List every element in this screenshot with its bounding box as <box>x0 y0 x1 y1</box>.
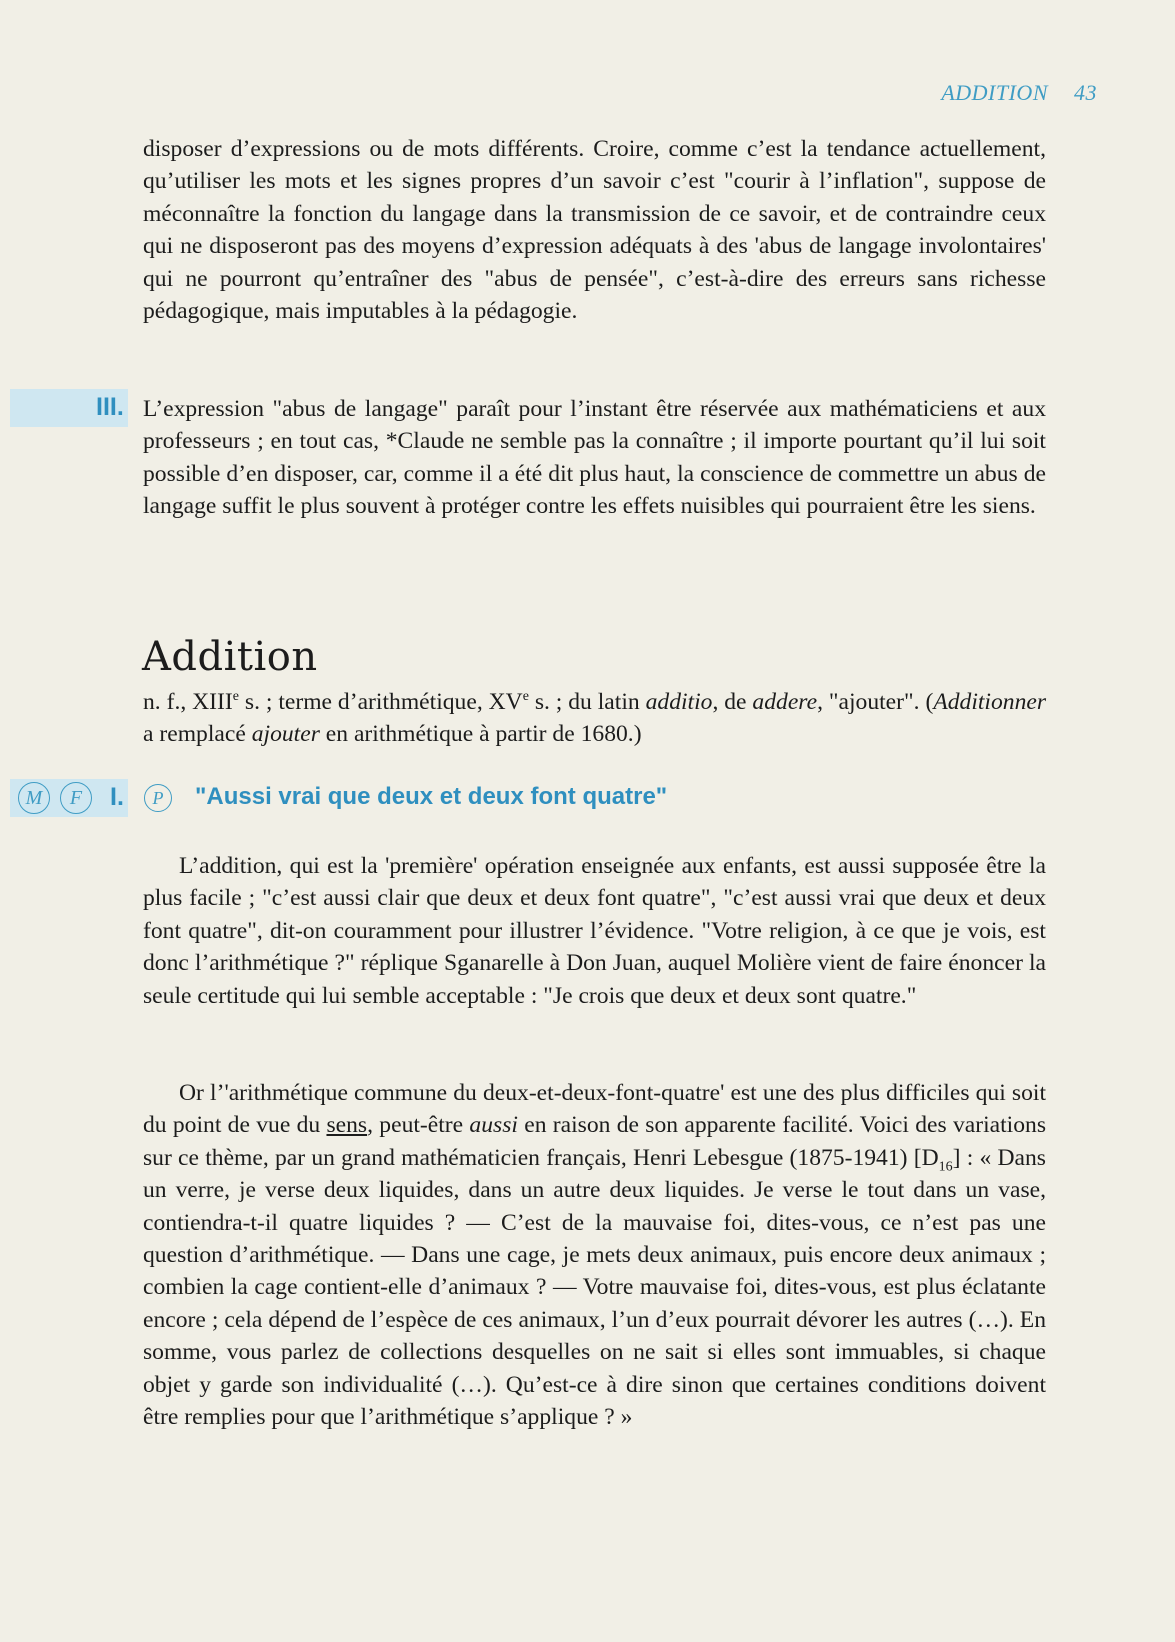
badge-M-icon: M <box>18 782 50 814</box>
entry-headword: Addition <box>142 634 318 680</box>
badge-F-icon: F <box>60 782 92 814</box>
paragraph-2: L’addition, qui est la 'première' opération enseignée aux enfants, est aussi supposée être la plus facile ; "c’est aussi clair que deux et deux font quatre", "c’est aussi vrai que deux et deux font quatre", dit-on couramment pour illustrer l’évidence. "Votre religion, à ce que je vois, est donc l’arithmétique ?" réplique Sganarelle à Don Juan, auquel Molière vient de faire énoncer la seule certitude qui lui semble acceptable : "Je crois que deux et deux sont quatre." <box>143 853 1046 1009</box>
page-number: 43 <box>1074 80 1097 105</box>
running-head <box>941 80 1097 106</box>
entry-etymology: n. f., XIIIe s. ; terme d’arithmétique, XVe s. ; du latin additio, de addere, "ajouter". (Additionner a remplacé ajouter en arithmétique à partir de 1680.) <box>143 689 1047 748</box>
section-I-numeral: I. <box>110 783 124 811</box>
paragraph-1: disposer d’expressions ou de mots différents. Croire, comme c’est la tendance actuellement, qu’utiliser les mots et les signes propres d’un savoir c’est "courir à l’inflation", suppose de méconnaître la fonction du langage dans la transmission de ce savoir, et de contraindre ceux qui ne disposeront pas des moyens d’expression adéquats à des 'abus de langage involontaires' qui ne pourront qu’entraîner des "abus de pensée", c’est-à-dire des erreurs sans richesse pédagogique, mais imputables à la pédagogie. <box>143 136 1046 325</box>
paragraph-3: Or l’'arithmétique commune du deux-et-deux-font-quatre' est une des plus difficiles qui soit du point de vue du sens, peut-être aussi en raison de son apparente facilité. Voici des variations sur ce thème, par un grand mathématicien français, Henri Lebesgue (1875-1941) $[D_{16}]$ : « Dans un verre, je verse deux liquides, dans un autre deux liquides. Je verse le tout dans un vase, contiendra-t-il quatre liquides ? — C’est de la mauvaise foi, dites-vous, ce n’est pas une question d’arithmétique. — Dans une cage, je mets deux animaux, puis encore deux animaux ; combien la cage contient-elle d’animaux ? — Votre mauvaise foi, dites-vous, est plus éclatante encore ; cela dépend de l’espèce de ces animaux, l’un d’eux pourrait dévorer les autres (…). En somme, vous parlez de collections desquelles on ne sait si elles sont immuables, si chaque objet y garde son individualité (…). Qu’est-ce à dire sinon que certaines conditions doivent être remplies pour que l’arithmétique s’applique ? » <box>143 1080 1047 1431</box>
section-I-title: "Aussi vrai que deux et deux font quatre" <box>195 783 668 810</box>
running-head-title: ADDITION <box>941 80 1048 105</box>
section-III-text: L’expression "abus de langage" paraît pour l’instant être réservée aux mathématiciens et aux professeurs ; en tout cas, *Claude ne semble pas la connaître ; il importe pourtant qu’il lui soit possible d’en disposer, car, comme il a été dit plus haut, la conscience de commettre un abus de langage suffit le plus souvent à protéger contre les effets nuisibles qui pourraient être les siens. <box>143 396 1046 520</box>
badge-P-icon: P <box>144 784 172 812</box>
section-III-numeral: III. <box>96 393 124 421</box>
